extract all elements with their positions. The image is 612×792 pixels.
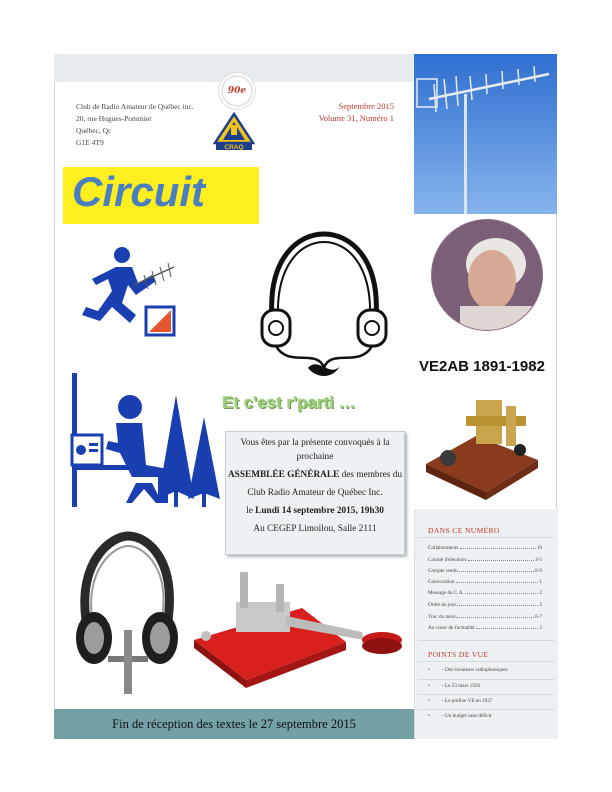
sidebar-divider [418,640,554,641]
point-divider [418,679,554,680]
points-heading: POINTS DE VUE [428,650,489,659]
point-item [428,683,548,689]
toc-item[interactable] [428,590,542,596]
notice-date-bold: Lundi 14 septembre 2015, 19h30 [255,506,384,516]
bullet-icon: • [428,698,430,704]
toc-label: Comité d'élections [428,557,467,563]
toc-label: Truc du mois [428,614,456,620]
point-item [428,713,548,719]
red-telegraph-key-photo [186,562,410,690]
toc-page: 1 [539,579,542,585]
fox-hunt-runner-icon [78,245,178,337]
bullet-icon: • [428,713,430,719]
antenna-photo [414,54,557,214]
point-item [428,698,548,704]
toc-label: Au coeur de l'actualité [428,625,475,631]
notice-location: Au CEGEP Limoilou, Salle 2111 [253,524,377,534]
notice-line: Vous êtes par la présente convoqués à la prochaine [240,438,390,462]
anniversary-badge [221,75,253,107]
toc-label: Message du C.A. [428,590,464,596]
badge-text: 90e [227,86,247,96]
sidebar [414,509,558,739]
toc-page: 6-7 [535,614,542,620]
toc-item[interactable] [428,545,542,551]
toc-page: 2 [539,590,542,596]
toc-label: Convocation [428,579,455,585]
address-line: G1E 4T9 [76,138,104,147]
toc-item[interactable] [428,614,542,620]
issue-date: Septembre 2015 [338,101,394,111]
masthead-title: Circuit [72,168,206,215]
ve2ab-portrait [430,218,544,332]
toc-label: Compte rendu [428,568,458,574]
address-line: Québec, Qc [76,126,112,135]
club-address [76,101,194,149]
headline: Et c'est r'parti … [222,393,356,412]
point-text: - Le 23 mars 1926 [442,683,481,689]
toc-item[interactable] [428,625,542,631]
toc-page: 4-5 [535,557,542,563]
points-divider [418,661,554,662]
operator-station-icon [72,373,222,508]
toc-page: 10 [536,545,542,551]
toc-page: 3 [539,602,542,608]
toc-label: Ordre du jour [428,602,457,608]
notice-assembly-bold: ASSEMBLÉE GÉNÉRALE [227,470,340,480]
craq-logo [214,113,254,151]
point-item [428,667,548,673]
memorial-callsign: VE2AB 1891-1982 [419,358,545,375]
point-text: - Des écouteurs radiophoniques [442,667,508,673]
bullet-icon: • [428,667,430,673]
bullet-icon: • [428,683,430,689]
issue-volume: Volume 31, Numéro 1 [318,113,394,123]
point-text: - Le préfixe VE en 1927 [442,698,493,704]
toc-page: 3 [539,625,542,631]
logo-text: CRAQ [224,144,244,151]
toc-heading: DANS CE NUMÉRO [428,526,500,535]
notice-assembly [226,468,404,482]
toc-item[interactable] [428,579,542,585]
toc-divider [418,537,554,538]
notice-date [226,504,404,518]
address-line: Club de Radio Amateur de Québec inc. [76,102,194,111]
toc-label: Collaborateurs [428,545,459,551]
point-divider [418,694,554,695]
studio-headphones-photo [72,530,182,698]
toc-item[interactable] [428,557,542,563]
notice-date-pre: le [246,506,256,516]
toc-page: 8-9 [535,568,542,574]
notice-assembly-rest: des membres du [339,470,403,480]
toc-item[interactable] [428,568,542,574]
address-line: 20, rue Hugues-Pommier [76,114,152,123]
toc-item[interactable] [428,602,542,608]
headphones-drawing [258,228,390,383]
brass-telegraph-key-photo [420,380,542,502]
footer-banner [54,709,414,739]
footer-text: Fin de réception des textes le 27 septembre 2015 [112,716,356,731]
issue-info [310,100,394,124]
meeting-notice [225,431,405,555]
notice-club: Club Radio Amateur de Québec Inc. [247,488,383,498]
point-divider [418,709,554,710]
point-text: - Un budget sans déficit [442,713,492,719]
